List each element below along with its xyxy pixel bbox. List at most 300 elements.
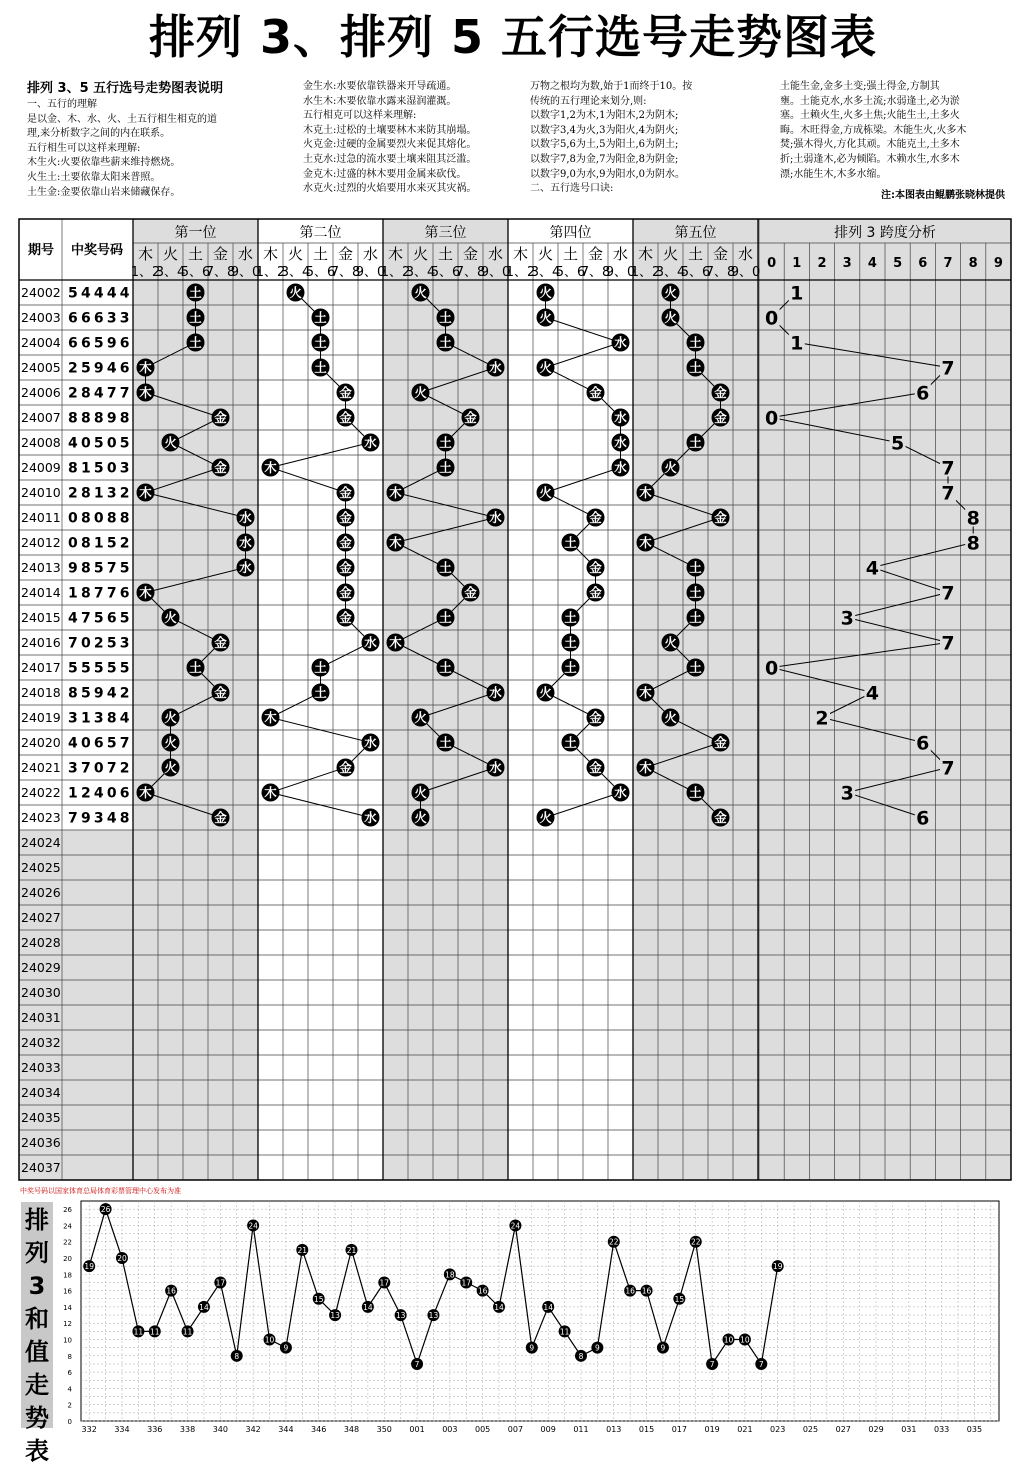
span-marker: 6 <box>916 732 930 755</box>
element-marker-label: 木 <box>639 760 652 775</box>
issue-cell: 24015 <box>21 610 61 625</box>
x-tick-label: 007 <box>507 1425 524 1434</box>
element-marker-label: 土 <box>564 735 577 750</box>
element-header: 木 <box>387 245 404 263</box>
span-marker: 0 <box>764 407 779 430</box>
y-tick-label: 8 <box>67 1352 72 1361</box>
span-marker: 1 <box>790 332 804 355</box>
sum-point-label: 7 <box>414 1359 420 1369</box>
sum-point-label: 9 <box>283 1343 289 1353</box>
intro-line: 漂;水能生木,木多水缩。 <box>780 168 887 180</box>
number-cell: 66596 <box>68 335 133 352</box>
position-header: 第一位 <box>174 225 217 241</box>
span-marker: 5 <box>890 432 905 455</box>
element-header: 木 <box>137 245 154 263</box>
element-digits: 7、8 <box>580 265 611 280</box>
number-cell: 85942 <box>68 685 133 702</box>
element-marker-label: 金 <box>339 510 352 525</box>
x-tick-label: 003 <box>442 1425 458 1434</box>
element-marker-label: 土 <box>564 660 577 675</box>
element-digits: 3、4 <box>405 265 436 280</box>
issue-cell: 24024 <box>21 835 61 850</box>
span-digit-header: 9 <box>993 256 1003 271</box>
element-marker-label: 金 <box>339 585 352 600</box>
element-header: 火 <box>537 245 554 263</box>
number-cell: 40505 <box>68 435 133 452</box>
intro-line: 折;土弱逢木,必为倾陷。木赖水生,水多木 <box>780 153 960 165</box>
span-marker: 0 <box>764 657 779 680</box>
issue-cell: 24034 <box>21 1085 61 1100</box>
number-header: 中奖号码 <box>70 243 124 258</box>
issue-cell: 24009 <box>21 460 61 475</box>
element-marker-label: 土 <box>314 335 327 350</box>
sum-point-label: 13 <box>395 1311 406 1321</box>
sum-point-label: 14 <box>494 1302 504 1312</box>
issue-cell: 24006 <box>21 385 61 400</box>
element-marker-label: 土 <box>439 560 452 575</box>
sum-point-label: 11 <box>149 1327 160 1337</box>
x-tick-label: 344 <box>278 1425 294 1434</box>
element-header: 金 <box>212 245 229 263</box>
x-tick-label: 332 <box>81 1425 97 1434</box>
number-cell: 66633 <box>68 310 133 327</box>
element-digits: 9、0 <box>230 265 261 280</box>
sum-point-label: 11 <box>559 1327 570 1337</box>
y-tick-label: 10 <box>63 1336 72 1345</box>
sum-point-label: 17 <box>215 1278 226 1288</box>
sum-point-label: 26 <box>100 1205 111 1215</box>
intro-line: 壅。土能克水,水多土流;水弱逢土,必为淤 <box>780 95 960 107</box>
element-marker-label: 金 <box>589 385 602 400</box>
element-marker-label: 水 <box>239 535 252 550</box>
intro-line: 金生水:水要依靠铁器来开导疏通。 <box>303 81 457 92</box>
element-marker-label: 水 <box>239 560 252 575</box>
issue-cell: 24013 <box>21 560 61 575</box>
span-digit-header: 3 <box>842 256 852 271</box>
intro-line: 土生金:金要依靠山岩来储藏保存。 <box>27 186 181 198</box>
y-tick-label: 2 <box>67 1401 72 1410</box>
element-marker-label: 金 <box>714 410 727 425</box>
number-cell: 79348 <box>68 810 133 827</box>
element-marker-label: 水 <box>489 510 502 525</box>
x-tick-label: 348 <box>343 1425 360 1434</box>
number-cell: 31384 <box>68 710 133 727</box>
element-digits: 3、4 <box>280 265 311 280</box>
x-tick-label: 019 <box>704 1425 720 1434</box>
element-marker-label: 水 <box>489 760 502 775</box>
issue-cell: 24008 <box>21 435 61 450</box>
number-cell: 08088 <box>68 510 133 527</box>
element-marker-label: 木 <box>639 535 652 550</box>
span-digit-header: 1 <box>792 256 802 271</box>
element-marker-label: 火 <box>539 360 552 375</box>
issue-cell: 24031 <box>21 1010 61 1025</box>
element-marker-label: 土 <box>689 560 702 575</box>
span-marker: 7 <box>941 757 955 780</box>
sum-point-label: 17 <box>379 1278 390 1288</box>
x-tick-label: 342 <box>245 1425 261 1434</box>
element-marker-label: 金 <box>589 760 602 775</box>
number-cell: 40657 <box>68 735 133 752</box>
span-digit-header: 8 <box>968 256 978 271</box>
x-tick-label: 011 <box>573 1425 589 1434</box>
span-marker: 3 <box>840 607 854 630</box>
intro-line: 以数字3,4为火,3为阳火,4为阴火; <box>530 124 679 136</box>
element-marker-label: 木 <box>139 585 152 600</box>
intro-line: 土能生金,金多土变;强土得金,方制其 <box>780 81 940 92</box>
element-marker-label: 木 <box>389 635 402 650</box>
element-header: 土 <box>562 245 579 263</box>
element-marker-label: 水 <box>614 410 627 425</box>
element-marker-label: 火 <box>414 810 427 825</box>
x-tick-label: 035 <box>966 1425 983 1434</box>
intro-line: 木克土:过松的土壤要林木来防其崩塌。 <box>303 124 477 136</box>
element-marker-label: 火 <box>414 285 427 300</box>
number-cell: 70253 <box>68 635 133 652</box>
element-marker-label: 金 <box>714 385 727 400</box>
span-digit-header: 2 <box>817 256 827 271</box>
element-marker-label: 火 <box>164 735 177 750</box>
span-digit-header: 7 <box>943 256 953 271</box>
element-marker-label: 金 <box>339 610 352 625</box>
element-digits: 5、6 <box>555 265 586 280</box>
element-marker-label: 木 <box>639 485 652 500</box>
element-marker-label: 金 <box>339 560 352 575</box>
element-marker-label: 土 <box>439 310 452 325</box>
element-marker-label: 金 <box>714 735 727 750</box>
element-marker-label: 火 <box>539 310 552 325</box>
issue-cell: 24033 <box>21 1060 61 1075</box>
number-cell: 88898 <box>68 410 133 427</box>
element-marker-label: 木 <box>139 485 152 500</box>
element-marker-label: 火 <box>164 760 177 775</box>
element-digits: 7、8 <box>455 265 486 280</box>
sum-point-label: 18 <box>445 1270 455 1280</box>
element-digits: 9、0 <box>355 265 386 280</box>
y-tick-label: 4 <box>67 1385 72 1394</box>
y-tick-label: 22 <box>63 1238 72 1247</box>
sum-title-char: 走 <box>25 1371 49 1399</box>
x-tick-label: 027 <box>835 1425 851 1434</box>
sum-point-label: 11 <box>182 1327 193 1337</box>
element-marker-label: 金 <box>339 385 352 400</box>
number-cell: 55555 <box>68 660 133 677</box>
issue-cell: 24004 <box>21 335 61 350</box>
element-marker-label: 土 <box>439 335 452 350</box>
sum-point-label: 7 <box>709 1359 715 1369</box>
intro-line: 塞。土赖火生,火多土焦;火能生土,土多火 <box>780 110 960 122</box>
number-cell: 47565 <box>68 610 133 627</box>
issue-cell: 24026 <box>21 885 61 900</box>
element-marker-label: 金 <box>339 410 352 425</box>
x-tick-label: 001 <box>409 1425 425 1434</box>
sum-title-char: 值 <box>25 1338 49 1366</box>
element-marker-label: 金 <box>339 485 352 500</box>
element-digits: 7、8 <box>205 265 236 280</box>
sum-title-char: 表 <box>25 1437 49 1465</box>
sum-title-char: 3 <box>28 1272 46 1300</box>
sum-point-label: 13 <box>428 1311 439 1321</box>
number-cell: 98575 <box>68 560 133 577</box>
span-marker: 2 <box>815 707 829 730</box>
element-header: 木 <box>262 245 279 263</box>
element-digits: 5、6 <box>180 265 211 280</box>
intro-line: 以数字5,6为土,5为阳土,6为阴土; <box>530 139 679 151</box>
element-marker-label: 金 <box>339 535 352 550</box>
element-marker-label: 木 <box>139 360 152 375</box>
intro-line: 以数字1,2为木,1为阳木,2为阴木; <box>530 110 679 122</box>
x-tick-label: 017 <box>671 1425 687 1434</box>
span-marker: 4 <box>865 682 880 705</box>
number-cell: 28132 <box>68 485 133 502</box>
element-header: 土 <box>312 245 329 263</box>
element-marker-label: 金 <box>589 710 602 725</box>
intro-heading: 排列 3、5 五行选号走势图表说明 <box>27 81 224 96</box>
element-marker-label: 火 <box>664 635 677 650</box>
sum-point-label: 9 <box>529 1343 535 1353</box>
element-marker-label: 木 <box>639 685 652 700</box>
issue-cell: 24035 <box>21 1110 61 1125</box>
element-marker-label: 水 <box>614 460 627 475</box>
element-marker-label: 火 <box>414 385 427 400</box>
intro-line: 五行相克可以这样来理解: <box>303 110 417 122</box>
issue-cell: 24020 <box>21 735 61 750</box>
x-tick-label: 005 <box>474 1425 491 1434</box>
element-marker-label: 土 <box>189 285 202 300</box>
span-marker: 7 <box>941 457 955 480</box>
element-marker-label: 火 <box>164 710 177 725</box>
element-header: 金 <box>337 245 354 263</box>
element-digits: 5、6 <box>430 265 461 280</box>
issue-cell: 24016 <box>21 635 61 650</box>
element-marker-label: 火 <box>414 785 427 800</box>
element-header: 木 <box>637 245 654 263</box>
x-tick-label: 029 <box>868 1425 884 1434</box>
sum-point-label: 7 <box>758 1359 764 1369</box>
span-digit-header: 6 <box>918 256 928 271</box>
span-marker: 4 <box>865 557 880 580</box>
element-marker-label: 土 <box>439 460 452 475</box>
element-marker-label: 金 <box>714 510 727 525</box>
issue-cell: 24022 <box>21 785 61 800</box>
sum-point-label: 15 <box>313 1294 324 1304</box>
issue-cell: 24018 <box>21 685 61 700</box>
element-digits: 7、8 <box>705 265 736 280</box>
y-tick-label: 18 <box>63 1271 72 1280</box>
credit-note: 注:本图表由鲲鹏张晓林提供 <box>881 190 1005 201</box>
element-digits: 9、0 <box>730 265 761 280</box>
element-marker-label: 金 <box>714 810 727 825</box>
issue-cell: 24030 <box>21 985 61 1000</box>
sum-title-char: 排 <box>25 1206 49 1234</box>
element-marker-label: 金 <box>589 585 602 600</box>
number-cell: 81503 <box>68 460 133 477</box>
sum-point-label: 10 <box>723 1335 734 1345</box>
element-marker-label: 木 <box>139 785 152 800</box>
element-marker-label: 土 <box>689 610 702 625</box>
element-marker-label: 火 <box>539 285 552 300</box>
sum-point-label: 13 <box>330 1311 340 1321</box>
intro-line: 土克水:过急的流水要土壤来阻其泛滥。 <box>303 153 477 165</box>
issue-cell: 24014 <box>21 585 61 600</box>
sum-point-label: 22 <box>690 1237 701 1247</box>
element-marker-label: 火 <box>164 435 177 450</box>
span-digit-header: 5 <box>893 256 903 271</box>
y-tick-label: 14 <box>63 1303 72 1312</box>
span-marker: 3 <box>840 782 854 805</box>
issue-cell: 24023 <box>21 810 61 825</box>
number-cell: 12406 <box>68 785 133 802</box>
element-digits: 9、0 <box>480 265 511 280</box>
element-header: 水 <box>612 245 629 263</box>
span-marker: 6 <box>916 382 930 405</box>
element-digits: 1、2 <box>130 265 161 280</box>
sum-point-label: 16 <box>166 1286 176 1296</box>
element-marker-label: 土 <box>314 310 327 325</box>
element-header: 水 <box>487 245 504 263</box>
y-tick-label: 26 <box>63 1206 72 1215</box>
sum-point-label: 9 <box>594 1343 600 1353</box>
sum-point-label: 14 <box>363 1302 373 1312</box>
issue-cell: 24027 <box>21 910 61 925</box>
element-marker-label: 土 <box>689 585 702 600</box>
element-marker-label: 火 <box>664 710 677 725</box>
element-marker-label: 金 <box>214 685 227 700</box>
sum-point-label: 11 <box>133 1327 144 1337</box>
element-marker-label: 金 <box>214 635 227 650</box>
intro-line: 水生木:木要依靠水露来湿润灌溉。 <box>303 95 457 107</box>
element-marker-label: 土 <box>314 685 327 700</box>
sum-point-label: 19 <box>772 1262 783 1272</box>
element-marker-label: 木 <box>264 460 277 475</box>
span-digit-header: 4 <box>867 256 877 271</box>
x-tick-label: 346 <box>311 1425 327 1434</box>
position-header: 第二位 <box>299 225 342 241</box>
intro-line: 一、五行的理解 <box>27 99 97 110</box>
element-marker-label: 金 <box>464 585 477 600</box>
element-marker-label: 木 <box>264 785 277 800</box>
issue-cell: 24002 <box>21 285 61 300</box>
element-marker-label: 土 <box>689 335 702 350</box>
element-marker-label: 土 <box>689 435 702 450</box>
element-header: 土 <box>187 245 204 263</box>
x-tick-label: 338 <box>179 1425 196 1434</box>
element-marker-label: 土 <box>564 535 577 550</box>
intro-line: 焚;强木得火,方化其顽。木能克土,土多木 <box>780 139 960 151</box>
number-cell: 28477 <box>68 385 133 402</box>
element-header: 水 <box>237 245 254 263</box>
x-tick-label: 013 <box>606 1425 622 1434</box>
issue-cell: 24012 <box>21 535 61 550</box>
sum-point-label: 8 <box>234 1351 240 1361</box>
intro-line: 以数字7,8为金,7为阳金,8为阴金; <box>530 153 679 165</box>
sum-point-label: 16 <box>625 1286 635 1296</box>
sum-title-char: 列 <box>25 1239 49 1267</box>
element-marker-label: 火 <box>664 460 677 475</box>
intro-line: 水克火:过烈的火焰要用水来灭其灾祸。 <box>303 183 477 195</box>
sum-point-label: 14 <box>543 1302 553 1312</box>
sum-point-label: 16 <box>641 1286 652 1296</box>
element-marker-label: 土 <box>439 735 452 750</box>
element-marker-label: 火 <box>539 485 552 500</box>
element-digits: 5、6 <box>680 265 711 280</box>
element-marker-label: 金 <box>214 410 227 425</box>
element-marker-label: 火 <box>539 810 552 825</box>
number-cell: 18776 <box>68 585 133 602</box>
sum-point-label: 9 <box>660 1343 666 1353</box>
span-marker: 7 <box>941 482 955 505</box>
element-marker-label: 水 <box>364 735 377 750</box>
x-tick-label: 340 <box>212 1425 228 1434</box>
number-cell: 54444 <box>68 285 133 302</box>
issue-cell: 24003 <box>21 310 61 325</box>
y-tick-label: 16 <box>63 1287 72 1296</box>
sum-point-label: 15 <box>674 1294 685 1304</box>
element-marker-label: 水 <box>364 810 377 825</box>
element-marker-label: 火 <box>539 685 552 700</box>
element-marker-label: 水 <box>614 785 627 800</box>
element-header: 金 <box>587 245 604 263</box>
intro-line: 五行相生可以这样来理解: <box>27 142 141 154</box>
intro-line: 金克木:过盛的林木要用金属来砍伐。 <box>303 168 467 180</box>
element-marker-label: 土 <box>189 660 202 675</box>
x-tick-label: 023 <box>770 1425 786 1434</box>
x-tick-label: 033 <box>933 1425 950 1434</box>
footnote: 中奖号码以国家体育总局体育彩票管理中心发布为准 <box>20 1187 181 1195</box>
element-marker-label: 土 <box>189 335 202 350</box>
element-marker-label: 土 <box>564 635 577 650</box>
intro-line: 以数字9,0为水,9为阳水,0为阴水。 <box>530 168 685 180</box>
number-cell: 25946 <box>68 360 133 377</box>
sum-point-label: 8 <box>578 1351 584 1361</box>
intro-line: 二、五行选号口诀: <box>530 183 614 195</box>
element-digits: 1、2 <box>505 265 536 280</box>
sum-point-label: 17 <box>461 1278 472 1288</box>
element-marker-label: 土 <box>689 360 702 375</box>
element-marker-label: 金 <box>589 510 602 525</box>
sum-point-label: 21 <box>346 1245 357 1255</box>
element-marker-label: 木 <box>389 485 402 500</box>
issue-cell: 24011 <box>21 510 61 525</box>
x-tick-label: 336 <box>147 1425 163 1434</box>
span-marker: 7 <box>941 582 955 605</box>
position-header: 第四位 <box>549 225 592 241</box>
element-marker-label: 土 <box>439 610 452 625</box>
sum-title-char: 和 <box>25 1305 49 1333</box>
element-header: 木 <box>512 245 529 263</box>
element-marker-label: 木 <box>139 385 152 400</box>
x-tick-label: 009 <box>540 1425 556 1434</box>
issue-cell: 24017 <box>21 660 61 675</box>
intro-line: 火生土:土要依靠太阳来普照。 <box>27 171 161 183</box>
y-tick-label: 0 <box>67 1418 72 1426</box>
y-tick-label: 12 <box>63 1320 72 1329</box>
issue-cell: 24032 <box>21 1035 61 1050</box>
sum-point-label: 10 <box>264 1335 275 1345</box>
x-tick-label: 025 <box>802 1425 819 1434</box>
span-marker: 0 <box>764 307 779 330</box>
element-header: 水 <box>737 245 754 263</box>
element-marker-label: 金 <box>214 810 227 825</box>
x-tick-label: 031 <box>901 1425 917 1434</box>
intro-line: 木生火:火要依靠些薪来维持燃烧。 <box>27 157 181 169</box>
element-digits: 3、4 <box>655 265 686 280</box>
issue-cell: 24028 <box>21 935 61 950</box>
issue-cell: 24010 <box>21 485 61 500</box>
span-marker: 8 <box>966 532 980 555</box>
element-header: 金 <box>462 245 479 263</box>
element-header: 火 <box>662 245 679 263</box>
